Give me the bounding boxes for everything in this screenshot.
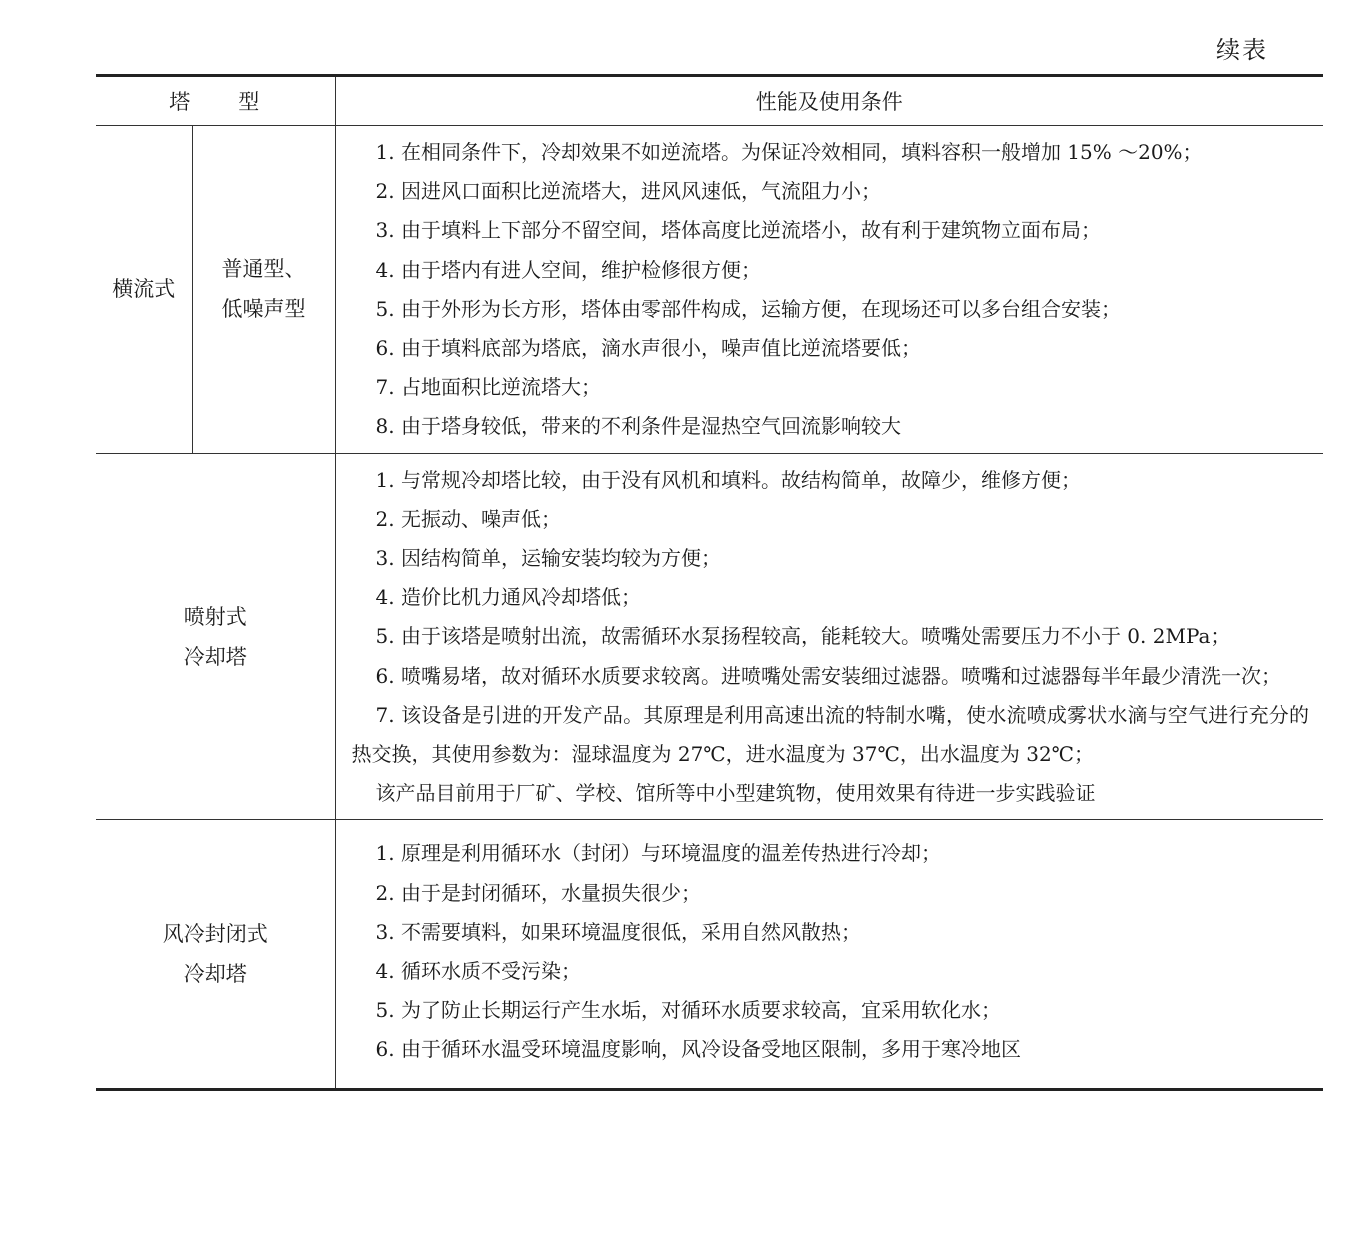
crossflow-subtype-line-1: 普通型、 bbox=[221, 257, 306, 282]
air-cooled-performance bbox=[335, 820, 1323, 1089]
table-row-jet bbox=[96, 453, 1323, 820]
jet-tower-name bbox=[96, 453, 335, 820]
crossflow-item-5: 5. 由于外形为长方形，塔体由零部件构成，运输方便，在现场还可以多台组合安装； bbox=[375, 296, 1121, 321]
air-cooled-item-2: 2. 由于是封闭循环，水量损失很少； bbox=[375, 880, 701, 905]
table-header-row bbox=[96, 76, 1323, 126]
air-cooled-tower-name bbox=[96, 820, 335, 1089]
air-cooled-name-line-1: 风冷封闭式 bbox=[162, 922, 268, 947]
cooling-tower-table bbox=[96, 74, 1323, 1091]
jet-item-2: 2. 无振动、噪声低； bbox=[375, 506, 561, 531]
jet-performance bbox=[335, 453, 1323, 820]
air-cooled-item-1: 1. 原理是利用循环水（封闭）与环境温度的温差传热进行冷却； bbox=[375, 841, 941, 866]
air-cooled-item-4: 4. 循环水质不受污染； bbox=[375, 959, 581, 984]
crossflow-item-2: 2. 因进风口面积比逆流塔大，进风风速低，气流阻力小； bbox=[375, 179, 881, 204]
air-cooled-item-5: 5. 为了防止长期运行产生水垢，对循环水质要求较高，宜采用软化水； bbox=[375, 998, 1001, 1023]
crossflow-item-4: 4. 由于塔内有进人空间，维护检修很方便； bbox=[375, 257, 761, 282]
jet-item-6: 6. 喷嘴易堵，故对循环水质要求较离。进喷嘴处需安装细过滤器。喷嘴和过滤器每半年最少清洗一次； bbox=[375, 663, 1281, 688]
header-type-char-1: 塔 bbox=[169, 90, 193, 114]
header-type-char-2: 型 bbox=[238, 90, 262, 114]
air-cooled-name-line-2: 冷却塔 bbox=[183, 962, 247, 987]
crossflow-subtype bbox=[192, 126, 335, 454]
crossflow-item-3: 3. 由于填料上下部分不留空间，塔体高度比逆流塔小，故有利于建筑物立面布局； bbox=[375, 218, 1101, 243]
jet-item-note: 该产品目前用于厂矿、学校、馆所等中小型建筑物，使用效果有待进一步实践验证 bbox=[375, 781, 1096, 806]
air-cooled-item-3: 3. 不需要填料，如果环境温度很低，采用自然风散热； bbox=[375, 919, 861, 944]
jet-name-line-2: 冷却塔 bbox=[183, 644, 247, 669]
jet-item-7: 7. 该设备是引进的开发产品。其原理是利用高速出流的特制水嘴，使水流喷成雾状水滴与空气进行充分的热交换，其使用参数为：湿球温度为 27℃，进水温度为 37℃，出水温度为 32℃； bbox=[351, 702, 1309, 767]
crossflow-item-1: 1. 在相同条件下，冷却效果不如逆流塔。为保证冷效相同，填料容积一般增加 15% ～20%； bbox=[375, 140, 1203, 164]
jet-item-1: 1. 与常规冷却塔比较，由于没有风机和填料。故结构简单，故障少，维修方便； bbox=[375, 467, 1081, 492]
jet-item-3: 3. 因结构简单，运输安装均较为方便； bbox=[375, 546, 721, 571]
jet-item-5: 5. 由于该塔是喷射出流，故需循环水泵扬程较高，能耗较大。喷嘴处需要压力不小于 0. 2MPa； bbox=[375, 624, 1231, 649]
table-row-crossflow bbox=[96, 126, 1323, 454]
header-performance: 性能及使用条件 bbox=[335, 76, 1323, 126]
header-tower-type bbox=[96, 76, 335, 126]
crossflow-item-8: 8. 由于塔身较低，带来的不利条件是湿热空气回流影响较大 bbox=[375, 414, 901, 439]
air-cooled-item-6: 6. 由于循环水温受环境温度影响，风冷设备受地区限制，多用于寒冷地区 bbox=[375, 1037, 1021, 1062]
crossflow-performance bbox=[335, 126, 1323, 454]
crossflow-item-7: 7. 占地面积比逆流塔大； bbox=[375, 375, 601, 400]
continued-table-label: 续表 bbox=[1216, 36, 1268, 64]
crossflow-category: 横流式 bbox=[96, 126, 192, 454]
jet-item-4: 4. 造价比机力通风冷却塔低； bbox=[375, 585, 641, 610]
crossflow-subtype-line-2: 低噪声型 bbox=[221, 297, 306, 322]
jet-name-line-1: 喷射式 bbox=[183, 604, 247, 629]
table-row-air-cooled bbox=[96, 820, 1323, 1089]
crossflow-item-6: 6. 由于填料底部为塔底，滴水声很小，噪声值比逆流塔要低； bbox=[375, 336, 921, 361]
